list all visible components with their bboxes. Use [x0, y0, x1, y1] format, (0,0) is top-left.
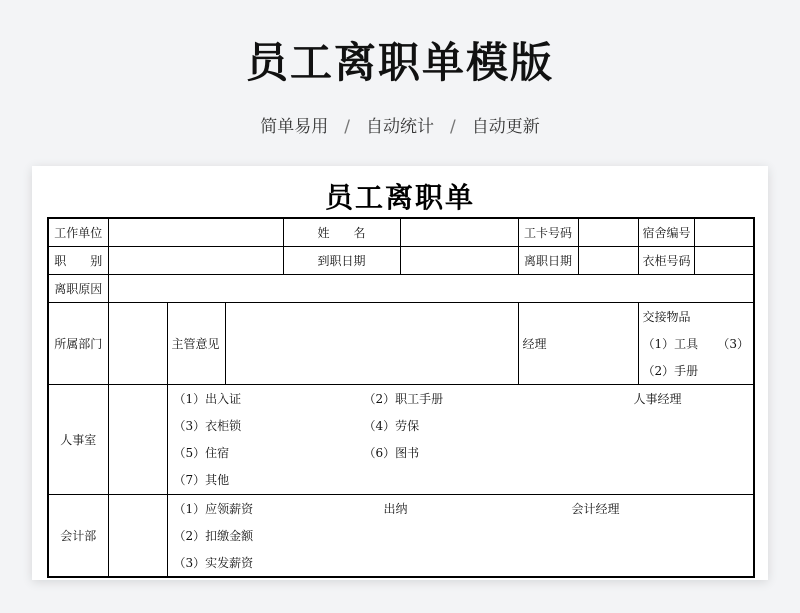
acct-manager: 会计经理 — [571, 501, 620, 516]
hr-item-2: （2）职工手册 — [363, 392, 444, 406]
field-badge-no[interactable] — [578, 218, 638, 246]
field-supervisor-opinion[interactable] — [225, 302, 518, 384]
field-name[interactable] — [400, 218, 518, 246]
label-position: 职 别 — [48, 246, 108, 274]
handover-items — [638, 302, 754, 384]
field-leave-date[interactable] — [578, 246, 638, 274]
tag-separator: / — [450, 117, 456, 137]
label-reason: 离职原因 — [48, 274, 108, 302]
banner-title: 员工离职单模版 — [245, 38, 554, 87]
tag-auto-stats: 自动统计 — [366, 117, 434, 137]
label-manager: 经理 — [518, 302, 638, 384]
resignation-form-table — [47, 217, 755, 578]
label-leave-date: 离职日期 — [518, 246, 578, 274]
tag-easy: 简单易用 — [260, 117, 329, 137]
hr-item-4: （4）劳保 — [363, 419, 420, 433]
handover-item-2: （2）手册 — [642, 363, 699, 378]
accounting-items — [167, 494, 754, 577]
tag-auto-update: 自动更新 — [471, 117, 540, 137]
field-hr[interactable] — [108, 384, 167, 494]
row-basic-1 — [48, 218, 754, 246]
label-work-unit: 工作单位 — [48, 218, 108, 246]
acct-item-2: （2）扣缴金额 — [173, 528, 254, 543]
hr-item-1: （1）出入证 — [173, 392, 242, 406]
handover-title: 交接物品 — [642, 309, 691, 324]
form-title: 员工离职单 — [324, 181, 475, 214]
field-reason[interactable] — [108, 274, 754, 302]
row-reason — [48, 274, 754, 302]
label-badge-no: 工卡号码 — [518, 218, 578, 246]
hr-items — [167, 384, 754, 494]
handover-item-1: （1）工具 （3） — [642, 336, 749, 351]
tagline — [0, 112, 800, 137]
row-accounting — [48, 494, 754, 577]
row-basic-2 — [48, 246, 754, 274]
acct-cashier: 出纳 — [383, 501, 408, 516]
label-supervisor-opinion: 主管意见 — [167, 302, 225, 384]
field-work-unit[interactable] — [108, 218, 283, 246]
label-accounting: 会计部 — [48, 494, 108, 577]
label-dorm-no: 宿舍编号 — [638, 218, 694, 246]
row-department — [48, 302, 754, 384]
tag-separator: / — [344, 117, 350, 137]
field-accounting[interactable] — [108, 494, 167, 577]
hr-item-7: （7）其他 — [173, 473, 230, 487]
hr-item-3: （3）衣柜锁 — [173, 419, 242, 433]
field-locker-no[interactable] — [694, 246, 754, 274]
field-join-date[interactable] — [400, 246, 518, 274]
label-join-date: 到职日期 — [283, 246, 400, 274]
form-sheet — [32, 166, 768, 580]
field-dorm-no[interactable] — [694, 218, 754, 246]
label-locker-no: 衣柜号码 — [638, 246, 694, 274]
hr-item-6: （6）图书 — [363, 446, 420, 460]
hr-manager: 人事经理 — [633, 392, 682, 406]
field-department[interactable] — [108, 302, 167, 384]
hr-item-5: （5）住宿 — [173, 446, 230, 460]
acct-item-1: （1）应领薪资 — [173, 501, 254, 516]
acct-item-3: （3）实发薪资 — [173, 555, 254, 570]
row-hr — [48, 384, 754, 494]
label-department: 所属部门 — [48, 302, 108, 384]
label-hr: 人事室 — [48, 384, 108, 494]
field-position[interactable] — [108, 246, 283, 274]
label-name: 姓 名 — [283, 218, 400, 246]
